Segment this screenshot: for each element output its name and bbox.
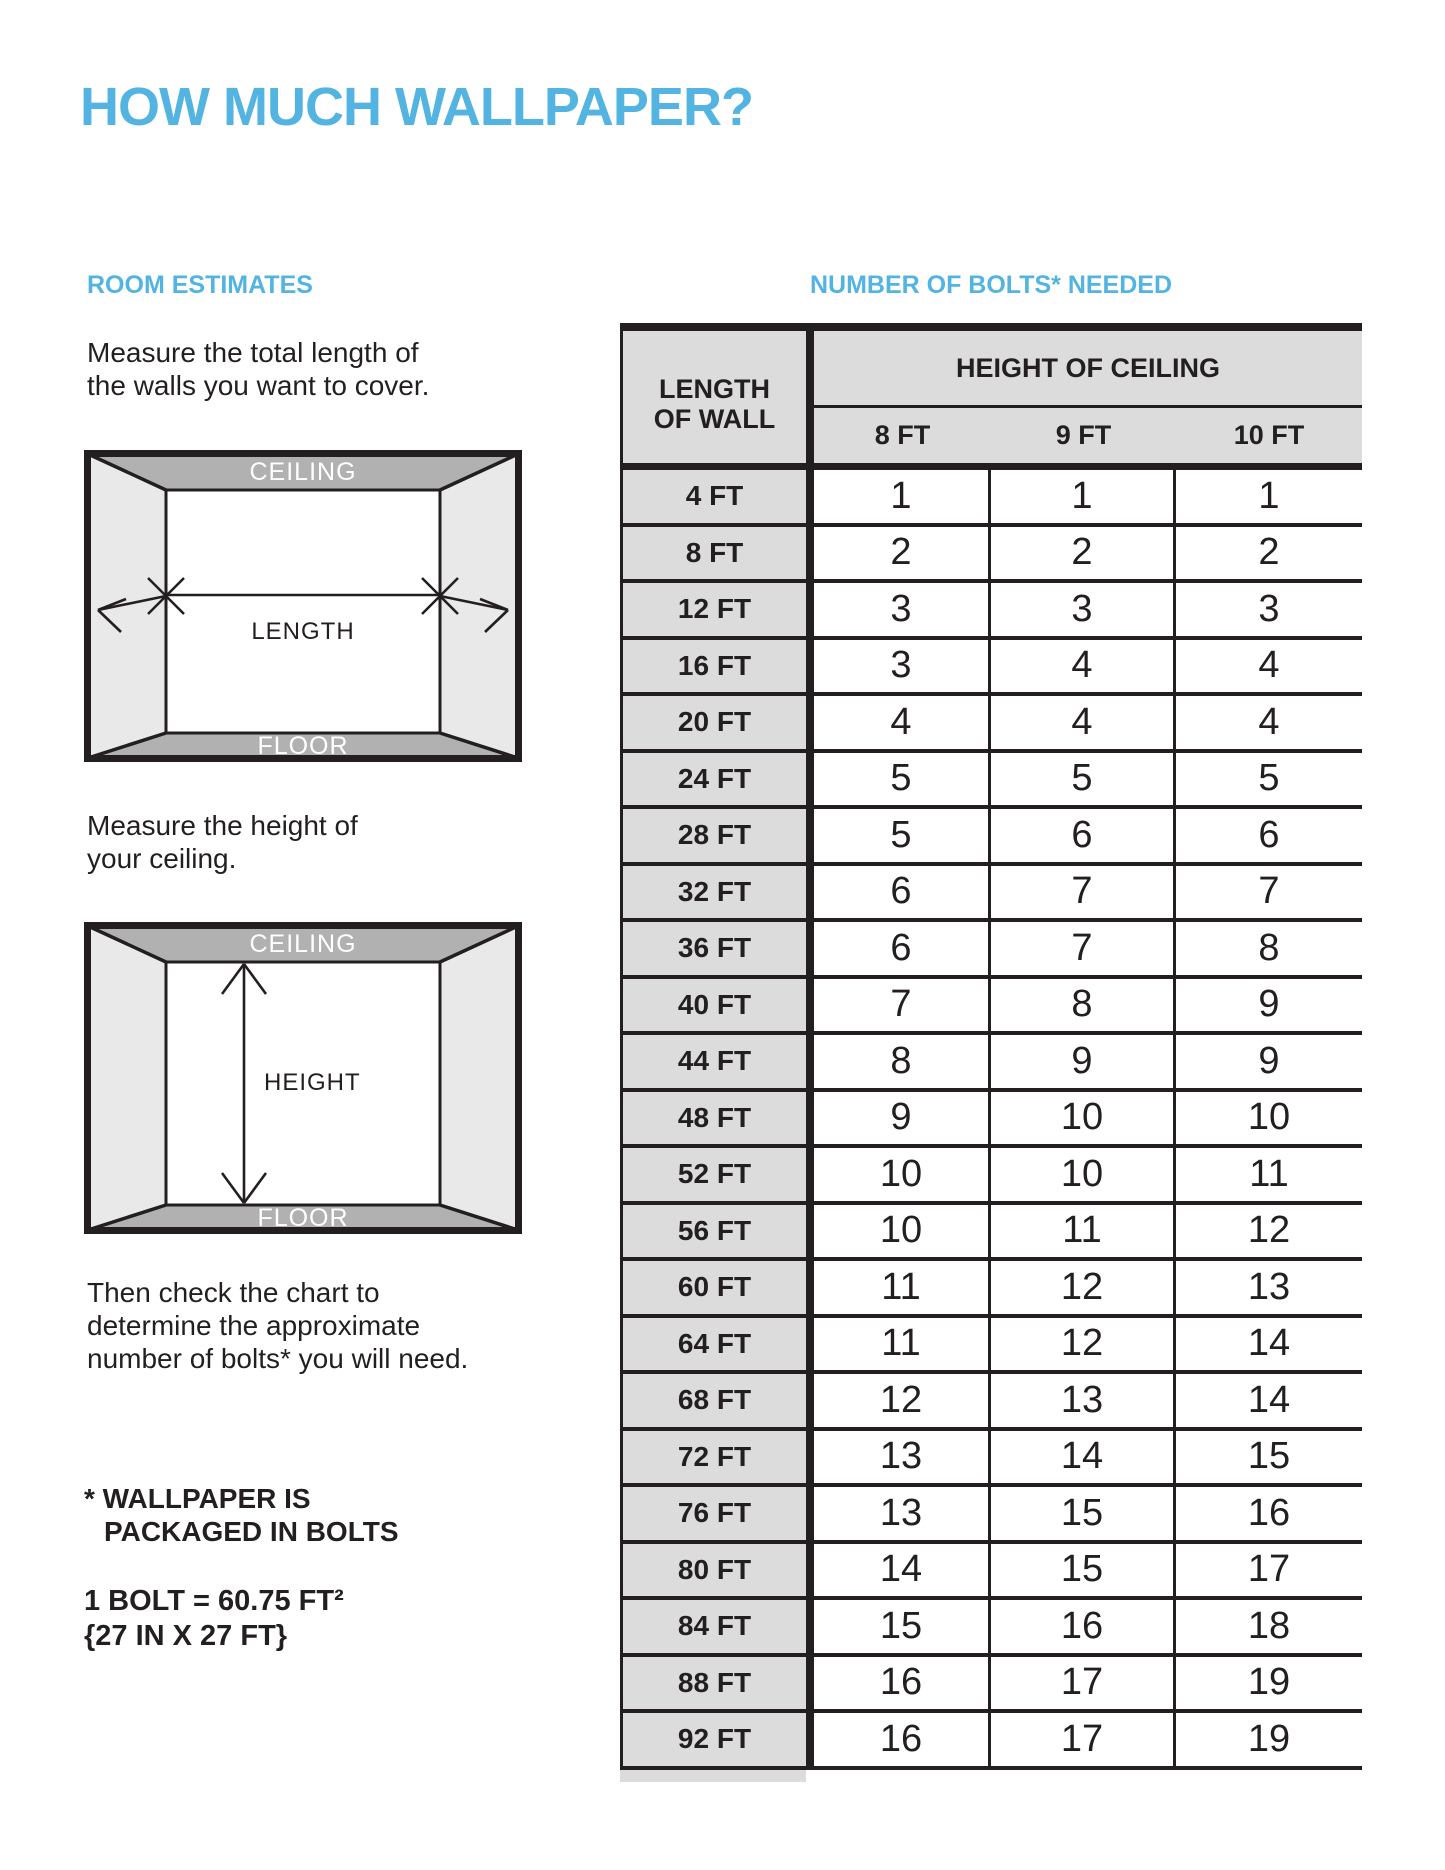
instruction-line: the walls you want to cover.	[87, 370, 430, 401]
row-value-9ft: 4	[991, 696, 1176, 749]
row-value-8ft: 7	[806, 979, 991, 1032]
table-row	[620, 1205, 1362, 1262]
footnote-line: PACKAGED IN BOLTS	[104, 1516, 399, 1547]
row-value-10ft: 9	[1258, 983, 1280, 1026]
row-length-label: 60 FT	[620, 1261, 806, 1314]
row-length-label: 48 FT	[620, 1092, 806, 1145]
length-label: LENGTH	[251, 618, 355, 645]
row-value-10ft: 18	[1247, 1604, 1291, 1647]
instruction-line: Measure the height of	[87, 810, 358, 841]
row-length-label: 84 FT	[620, 1600, 806, 1653]
height-label: HEIGHT	[264, 1069, 361, 1096]
row-value-9ft: 15	[991, 1487, 1176, 1540]
row-length-label: 64 FT	[620, 1318, 806, 1371]
row-value-8ft: 16	[806, 1657, 991, 1710]
ceiling-label: CEILING	[249, 930, 357, 958]
row-value-8ft: 11	[806, 1261, 991, 1314]
right-wall-surface	[440, 926, 518, 1230]
row-value-9ft: 2	[991, 527, 1176, 580]
table-body	[620, 470, 1362, 1770]
page-title: HOW MUCH WALLPAPER?	[80, 77, 753, 137]
row-value-9ft: 17	[991, 1657, 1176, 1710]
floor-label: FLOOR	[257, 732, 349, 760]
table-row	[620, 1600, 1362, 1657]
row-value-9ft: 9	[991, 1035, 1176, 1088]
instruction-measure-height	[87, 809, 358, 875]
table-row	[620, 1092, 1362, 1149]
instruction-measure-length	[87, 336, 429, 402]
row-length-label: 80 FT	[620, 1544, 806, 1597]
table-row	[620, 1318, 1362, 1375]
table-row	[620, 470, 1362, 527]
row-value-9ft: 14	[991, 1431, 1176, 1484]
row-value-10ft: 19	[1247, 1717, 1291, 1760]
instruction-line: Measure the total length of	[87, 337, 419, 368]
bolt-eq-line: {27 IN X 27 FT}	[84, 1620, 288, 1652]
row-value-9ft: 15	[991, 1544, 1176, 1597]
table-row	[620, 1487, 1362, 1544]
row-value-8ft: 2	[806, 527, 991, 580]
room-length-diagram	[84, 450, 522, 762]
instruction-line: determine the approximate	[87, 1310, 421, 1341]
length-of-wall-header	[620, 331, 806, 463]
row-value-8ft: 4	[806, 696, 991, 749]
col-header-10ft: 10 FT	[1233, 420, 1305, 450]
table-row	[620, 753, 1362, 810]
row-length-label: 44 FT	[620, 1035, 806, 1088]
ceiling-height-columns	[814, 408, 1362, 463]
instruction-line: number of bolts* you will need.	[87, 1343, 469, 1374]
row-value-10ft: 5	[1258, 757, 1280, 800]
row-length-label: 88 FT	[620, 1657, 806, 1710]
col-header-8ft: 8 FT	[874, 420, 931, 450]
row-value-10ft: 8	[1258, 926, 1280, 969]
row-value-8ft: 10	[806, 1205, 991, 1258]
row-value-10ft: 14	[1247, 1322, 1291, 1365]
row-value-9ft: 4	[991, 640, 1176, 693]
row-length-label: 92 FT	[620, 1713, 806, 1766]
back-wall-surface	[166, 490, 440, 733]
table-row	[620, 1261, 1362, 1318]
table-row	[620, 1374, 1362, 1431]
table-row	[620, 809, 1362, 866]
row-value-9ft: 7	[991, 922, 1176, 975]
table-row	[620, 1713, 1362, 1770]
instruction-line: Then check the chart to	[87, 1277, 380, 1308]
left-wall-surface	[88, 926, 166, 1230]
row-value-8ft: 10	[806, 1148, 991, 1201]
table-row	[620, 583, 1362, 640]
row-value-9ft: 12	[991, 1261, 1176, 1314]
bolt-eq-line: 1 BOLT = 60.75 FT²	[84, 1585, 344, 1617]
row-value-9ft: 17	[991, 1713, 1176, 1766]
row-value-8ft: 15	[806, 1600, 991, 1653]
col-header-9ft: 9 FT	[1055, 420, 1112, 450]
row-length-label: 12 FT	[620, 583, 806, 636]
table-row	[620, 922, 1362, 979]
row-value-9ft: 5	[991, 753, 1176, 806]
row-value-8ft: 3	[806, 640, 991, 693]
table-row	[620, 696, 1362, 753]
row-value-9ft: 3	[991, 583, 1176, 636]
row-value-9ft: 13	[991, 1374, 1176, 1427]
row-value-10ft: 6	[1258, 813, 1280, 856]
row-value-10ft: 17	[1247, 1548, 1291, 1591]
row-value-10ft: 10	[1247, 1096, 1291, 1139]
table-row	[620, 527, 1362, 584]
row-value-8ft: 13	[806, 1487, 991, 1540]
room-estimates-heading: ROOM ESTIMATES	[87, 271, 313, 299]
row-value-10ft: 1	[1258, 474, 1280, 517]
row-value-9ft: 10	[991, 1148, 1176, 1201]
row-value-10ft: 15	[1247, 1435, 1291, 1478]
ceiling-label: CEILING	[249, 458, 357, 486]
row-value-8ft: 6	[806, 922, 991, 975]
row-value-9ft: 6	[991, 809, 1176, 862]
bolts-table	[620, 323, 1362, 1782]
row-length-label: 24 FT	[620, 753, 806, 806]
row-length-label: 8 FT	[620, 527, 806, 580]
row-value-9ft: 1	[991, 470, 1176, 523]
row-length-label: 36 FT	[620, 922, 806, 975]
row-length-label: 72 FT	[620, 1431, 806, 1484]
row-value-10ft: 19	[1247, 1661, 1291, 1704]
table-header	[620, 331, 1362, 463]
row-value-8ft: 8	[806, 1035, 991, 1088]
ceiling-height-header-group	[806, 331, 1362, 463]
instruction-check-chart	[87, 1276, 468, 1375]
row-value-8ft: 12	[806, 1374, 991, 1427]
row-value-10ft: 13	[1247, 1265, 1291, 1308]
header-line: LENGTH	[659, 374, 770, 404]
bolts-footnote	[84, 1482, 399, 1548]
row-value-8ft: 6	[806, 866, 991, 919]
row-value-8ft: 1	[806, 470, 991, 523]
room-height-diagram	[84, 922, 522, 1234]
row-length-label: 56 FT	[620, 1205, 806, 1258]
row-value-8ft: 3	[806, 583, 991, 636]
table-row	[620, 1431, 1362, 1488]
row-value-10ft: 3	[1258, 587, 1280, 630]
row-length-label: 20 FT	[620, 696, 806, 749]
table-under-strip	[620, 1770, 806, 1782]
instruction-line: your ceiling.	[87, 843, 237, 874]
table-row	[620, 979, 1362, 1036]
table-row	[620, 1148, 1362, 1205]
row-length-label: 32 FT	[620, 866, 806, 919]
row-length-label: 40 FT	[620, 979, 806, 1032]
row-length-label: 52 FT	[620, 1148, 806, 1201]
table-row	[620, 640, 1362, 697]
row-value-10ft: 16	[1247, 1491, 1291, 1534]
row-value-9ft: 10	[991, 1092, 1176, 1145]
row-value-10ft: 9	[1258, 1039, 1280, 1082]
table-top-bar	[620, 323, 1362, 331]
table-row	[620, 1035, 1362, 1092]
row-value-10ft: 14	[1247, 1378, 1291, 1421]
row-value-10ft: 4	[1258, 700, 1280, 743]
row-value-9ft: 12	[991, 1318, 1176, 1371]
row-value-10ft: 7	[1258, 870, 1280, 913]
row-value-10ft: 4	[1258, 644, 1280, 687]
table-row	[620, 866, 1362, 923]
row-value-10ft: 11	[1249, 1152, 1289, 1195]
row-length-label: 76 FT	[620, 1487, 806, 1540]
row-value-10ft: 2	[1258, 531, 1280, 574]
row-value-8ft: 5	[806, 809, 991, 862]
table-row	[620, 1544, 1362, 1601]
table-row	[620, 1657, 1362, 1714]
bolts-needed-heading: NUMBER OF BOLTS* NEEDED	[809, 271, 1173, 299]
header-line: OF WALL	[653, 404, 776, 434]
row-value-10ft: 12	[1247, 1209, 1291, 1252]
height-of-ceiling-header: HEIGHT OF CEILING	[814, 331, 1362, 408]
row-value-8ft: 16	[806, 1713, 991, 1766]
row-value-9ft: 16	[991, 1600, 1176, 1653]
footnote-line: * WALLPAPER IS	[84, 1483, 311, 1514]
row-value-8ft: 13	[806, 1431, 991, 1484]
row-value-8ft: 9	[806, 1092, 991, 1145]
bolt-equivalence-note	[84, 1584, 344, 1654]
row-value-8ft: 11	[806, 1318, 991, 1371]
row-length-label: 16 FT	[620, 640, 806, 693]
row-length-label: 68 FT	[620, 1374, 806, 1427]
row-length-label: 28 FT	[620, 809, 806, 862]
row-value-9ft: 11	[991, 1205, 1176, 1258]
row-value-8ft: 5	[806, 753, 991, 806]
row-length-label: 4 FT	[620, 470, 806, 523]
row-value-9ft: 7	[991, 866, 1176, 919]
header-divider	[620, 463, 1362, 470]
row-value-9ft: 8	[991, 979, 1176, 1032]
row-value-8ft: 14	[806, 1544, 991, 1597]
floor-label: FLOOR	[257, 1204, 349, 1232]
